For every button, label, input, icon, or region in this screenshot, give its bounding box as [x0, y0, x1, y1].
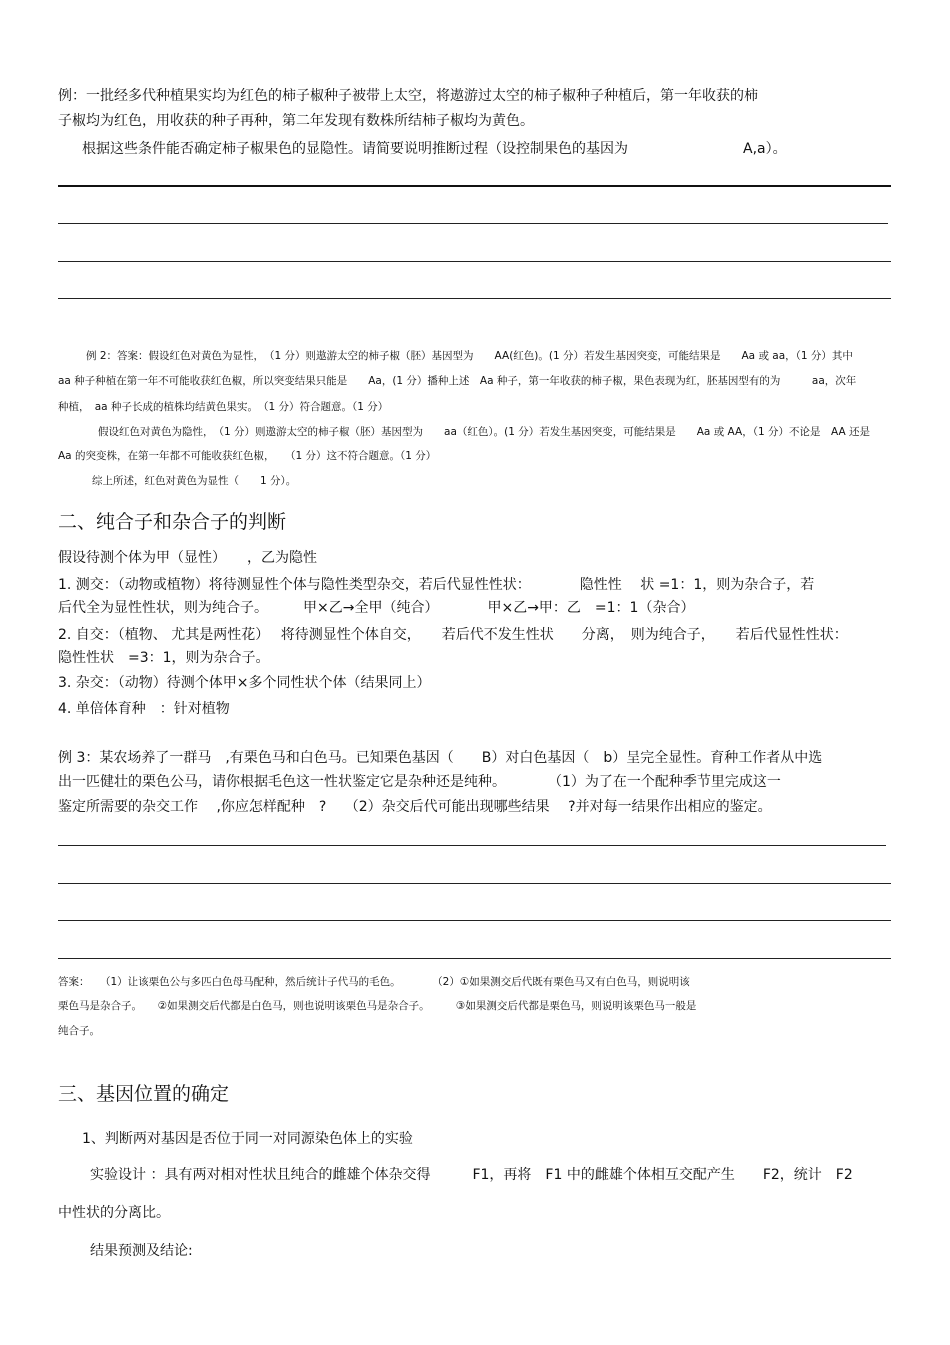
answer-line: [58, 185, 891, 187]
answer-line: [58, 883, 891, 884]
answer-line: [58, 958, 891, 959]
answer2-line2: aa 种子种植在第一年不可能收获红色椒，所以突变结果只能是 Aa，(1 分）播种上述 Aa 种子，第一年收获的柿子椒，果色表现为红，胚基因型有的为 aa，次年: [58, 375, 857, 387]
selfcross-line1: 2. 自交：（植物、 尤其是两性花） 将待测显性个体自交， 若后代不发生性状 分离， 则为纯合子， 若后代显性性状：: [58, 627, 848, 643]
answer-line: [58, 298, 891, 299]
answer-line: [58, 845, 886, 846]
example3-line3: 鉴定所需要的杂交工作 ,你应怎样配种 ? （2）杂交后代可能出现哪些结果 ?并对每一结果作出相应的鉴定。: [58, 799, 772, 815]
example3-line2: 出一匹健壮的栗色公马，请你根据毛色这一性状鉴定它是杂种还是纯种。 （1）为了在一个配种季节里完成这一: [58, 774, 781, 790]
experiment-design-line2: 中性状的分离比。: [58, 1205, 170, 1221]
example1-line1: 例：一批经多代种植果实均为红色的柿子椒种子被带上太空，将遨游过太空的柿子椒种子种植后，第一年收获的柿: [58, 88, 758, 104]
example1-question-gene: A,a）。: [743, 141, 787, 157]
answer-line: [58, 223, 888, 224]
answer3-line2: 栗色马是杂合子。 ②如果测交后代都是白色马，则也说明该栗色马是杂合子。 ③如果测交后代都是栗色马，则说明该栗色马一般是: [58, 1000, 697, 1012]
experiment-design-line1: 实验设计 ：具有两对相对性状且纯合的雌雄个体杂交得 F1，再将 F1 中的雌雄个体相互交配产生 F2，统计 F2: [90, 1167, 853, 1183]
section2-heading: 二、纯合子和杂合子的判断: [58, 511, 287, 533]
answer-line: [58, 261, 891, 262]
answer2-line3: 种植， aa 种子长成的植株均结黄色果实。 （1 分）符合题意。（1 分）: [58, 401, 389, 413]
answer-line: [58, 920, 891, 921]
section3-subheading: 1、判断两对基因是否位于同一对同源染色体上的实验: [82, 1131, 413, 1147]
section3-heading: 三、基因位置的确定: [58, 1083, 230, 1105]
answer2-line6: 综上所述，红色对黄色为显性（ 1 分）。: [92, 475, 297, 487]
section2-intro: 假设待测个体为甲（显性） ，乙为隐性: [58, 550, 317, 566]
haploid-line: 4. 单倍体育种 ：针对植物: [58, 701, 230, 717]
answer3-line1: 答案： （1）让该栗色公与多匹白色母马配种，然后统计子代马的毛色。 （2）①如果测交后代既有栗色马又有白色马，则说明该: [58, 976, 690, 988]
example1-question: 根据这些条件能否确定柿子椒果色的显隐性。请简要说明推断过程（设控制果色的基因为: [82, 141, 628, 157]
answer2-line1: 例 2：答案：假设红色对黄色为显性， （1 分）则遨游太空的柿子椒（胚）基因型为 AA(红色)。(1 分）若发生基因突变，可能结果是 Aa 或 aa，（1 分）其中: [86, 350, 853, 362]
answer2-line4: 假设红色对黄色为隐性， （1 分）则遨游太空的柿子椒（胚）基因型为 aa（红色）。(1 分）若发生基因突变，可能结果是 Aa 或 AA，（1 分）不论是 AA 还是: [98, 426, 870, 438]
testcross-line1: 1. 测交：（动物或植物）将待测显性个体与隐性类型杂交，若后代显性性状： 隐性性 状 =1：1，则为杂合子，若: [58, 577, 815, 593]
result-prediction-label: 结果预测及结论:: [90, 1243, 193, 1259]
testcross-line2: 后代全为显性性状，则为纯合子。 甲×乙→全甲（纯合） 甲×乙→甲：乙 =1：1（杂合）: [58, 600, 695, 616]
answer2-line5: Aa 的突变株，在第一年都不可能收获红色椒， （1 分）这不符合题意。（1 分）: [58, 450, 437, 462]
example3-line1: 例 3：某农场养了一群马 ,有栗色马和白色马。已知栗色基因（ B）对白色基因（ b）呈完全显性。育种工作者从中选: [58, 750, 823, 766]
hybrid-line: 3. 杂交：（动物）待测个体甲×多个同性状个体（结果同上）: [58, 675, 431, 691]
example1-line2: 子椒均为红色，用收获的种子再种，第二年发现有数株所结柿子椒均为黄色。: [58, 113, 534, 129]
selfcross-line2: 隐性性状 =3：1，则为杂合子。: [58, 650, 270, 666]
answer3-line3: 纯合子。: [58, 1025, 100, 1037]
